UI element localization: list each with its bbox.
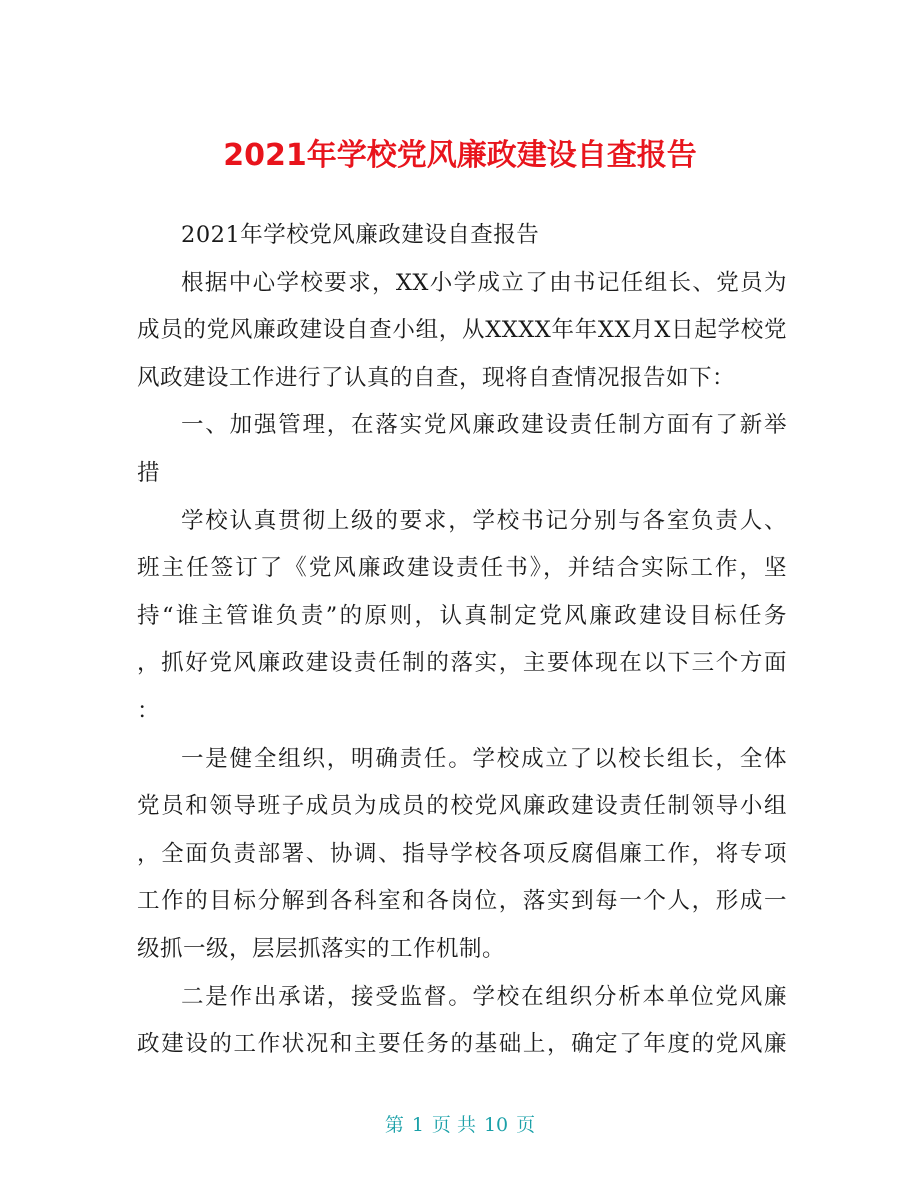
body-line: 持“谁主管谁负责”的原则，认真制定党风廉政建设目标任务 [137,602,787,629]
body-line: ： [137,697,161,724]
body-line: 措 [137,459,161,486]
body-line: 学校认真贯彻上级的要求，学校书记分别与各室负责人、 [181,507,787,534]
body-line: 二是作出承诺，接受监督。学校在组织分析本单位党风廉 [181,983,787,1010]
body-line: 党员和领导班子成员为成员的校党风廉政建设责任制领导小组 [137,793,787,820]
page-current: 1 [411,1114,424,1136]
page-label-suffix: 页 [516,1114,536,1136]
body-line: 级抓一级，层层抓落实的工作机制。 [137,935,506,962]
body-line: 2021年学校党风廉政建设自查报告 [181,222,540,248]
body-line: 班主任签订了《党风廉政建设责任书》，并结合实际工作，坚 [137,555,787,582]
body-line: 一、加强管理，在落实党风廉政建设责任制方面有了新举 [181,412,787,439]
page-total: 10 [483,1114,509,1136]
body-line: 成员的党风廉政建设自查小组，从XXXX年年XX月X日起学校党 [137,317,787,344]
body-line: 政建设的工作状况和主要任务的基础上，确定了年度的党风廉 [137,1031,787,1058]
body-line: ，全面负责部署、协调、指导学校各项反腐倡廉工作，将专项 [137,840,787,867]
body-line: 风政建设工作进行了认真的自查，现将自查情况报告如下： [137,364,736,391]
page-label-mid: 页 共 [431,1114,476,1136]
page-footer [0,1110,920,1137]
page-label-prefix: 第 [384,1114,404,1136]
body-line: 工作的目标分解到各科室和各岗位，落实到每一个人，形成一 [137,888,787,915]
body-line: 根据中心学校要求，XX小学成立了由书记任组长、党员为 [181,269,787,296]
body-line: 一是健全组织，明确责任。学校成立了以校长组长，全体 [181,745,787,772]
body-line: ，抓好党风廉政建设责任制的落实，主要体现在以下三个方面 [137,650,787,677]
document-body [137,212,787,1069]
document-title: 2021年学校党风廉政建设自查报告 [223,138,697,174]
